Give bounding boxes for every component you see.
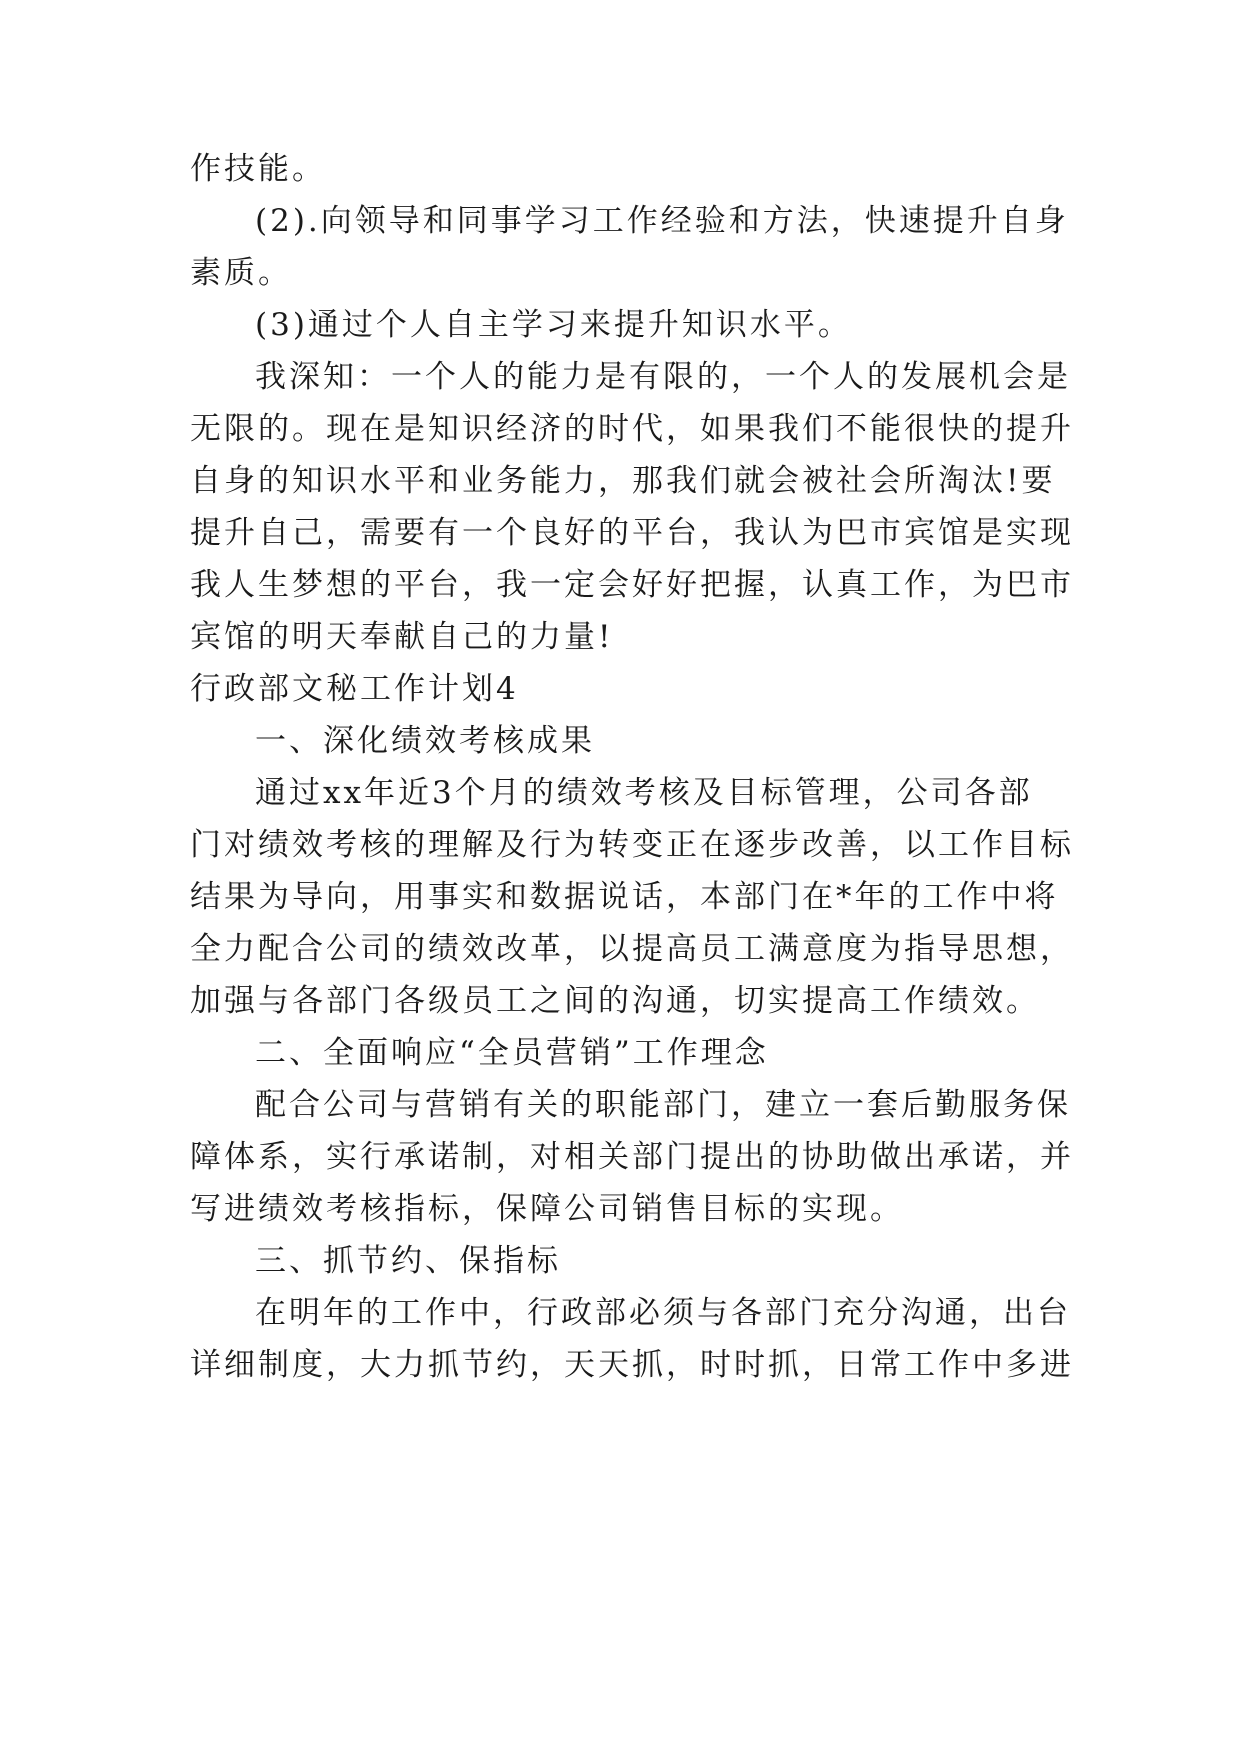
paragraph-line: 加强与各部门各级员工之间的沟通，切实提高工作绩效。	[190, 983, 1040, 1019]
list-item: (3)通过个人自主学习来提升知识水平。	[255, 307, 852, 343]
paragraph-line: 提升自己，需要有一个良好的平台，我认为巴市宾馆是实现	[190, 515, 1074, 551]
paragraph-line: 自身的知识水平和业务能力，那我们就会被社会所淘汰!要	[190, 463, 1056, 499]
paragraph-line: 我深知：一个人的能力是有限的，一个人的发展机会是	[255, 359, 1071, 395]
list-item: (2).向领导和同事学习工作经验和方法，快速提升自身	[255, 203, 1069, 239]
paragraph-line: 全力配合公司的绩效改革，以提高员工满意度为指导思想，	[190, 931, 1074, 967]
section-title: 行政部文秘工作计划4	[190, 671, 519, 707]
paragraph-line: 结果为导向，用事实和数据说话，本部门在*年的工作中将	[190, 879, 1059, 915]
paragraph-line: 详细制度，大力抓节约，天天抓，时时抓，日常工作中多进	[190, 1347, 1074, 1383]
paragraph-line: 门对绩效考核的理解及行为转变正在逐步改善，以工作目标	[190, 827, 1074, 863]
paragraph-line: 障体系，实行承诺制，对相关部门提出的协助做出承诺，并	[190, 1139, 1074, 1175]
text-line: 作技能。	[190, 151, 326, 187]
paragraph-line: 宾馆的明天奉献自己的力量!	[190, 619, 614, 655]
paragraph-line: 配合公司与营销有关的职能部门，建立一套后勤服务保	[255, 1087, 1071, 1123]
section-heading: 一、深化绩效考核成果	[255, 723, 595, 759]
paragraph-line: 在明年的工作中，行政部必须与各部门充分沟通，出台	[255, 1295, 1071, 1331]
text-line: 素质。	[190, 255, 292, 291]
section-heading: 二、全面响应“全员营销”工作理念	[255, 1035, 769, 1071]
paragraph-line: 我人生梦想的平台，我一定会好好把握，认真工作，为巴市	[190, 567, 1074, 603]
section-heading: 三、抓节约、保指标	[255, 1243, 561, 1279]
paragraph-line: 写进绩效考核指标，保障公司销售目标的实现。	[190, 1191, 904, 1227]
paragraph-line: 通过xx年近3个月的绩效考核及目标管理，公司各部	[255, 775, 1033, 811]
paragraph-line: 无限的。现在是知识经济的时代，如果我们不能很快的提升	[190, 411, 1074, 447]
